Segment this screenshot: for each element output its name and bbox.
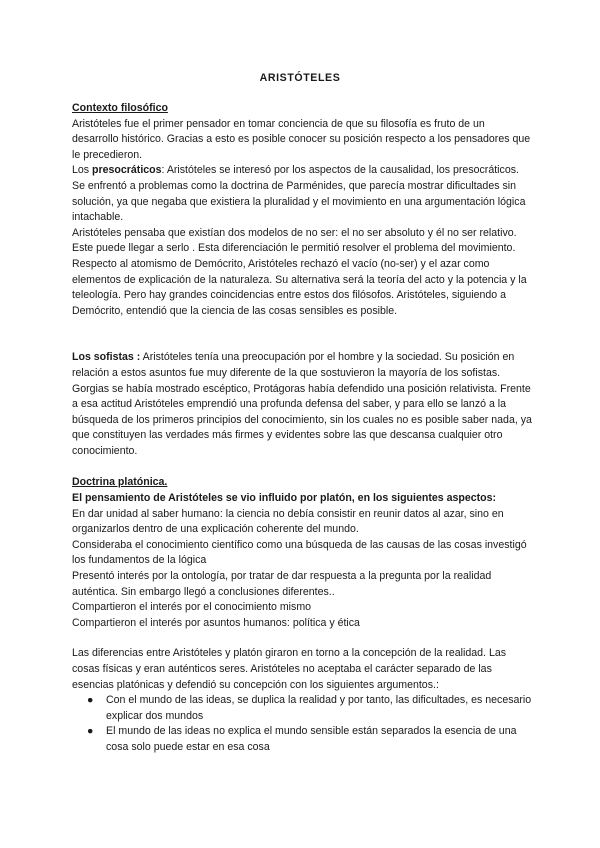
list-item-text: Con el mundo de las ideas, se duplica la realidad y por tanto, las dificultades, es necesario explicar dos mundos: [106, 694, 532, 722]
spacer: [72, 459, 532, 475]
spacer: [72, 631, 532, 646]
influence-line: Presentó interés por la ontología, por tratar de dar respuesta a la pregunta por la realidad auténtica. Sin embargo llegó a conclusiones diferentes..: [72, 570, 492, 598]
section-subheading: El pensamiento de Aristóteles se vio influido por platón, en los siguientes aspectos:: [72, 492, 497, 505]
paragraph-text: : Aristóteles se interesó por los aspectos de la causalidad, los presocráticos. Se enfrentó a problemas como la doctrina de Parménides, que parecía mostrar dificultades sin solución, ya que negaba que existiera la pluralidad y el movimiento en una argumentación lógica intachable.: [72, 164, 526, 224]
paragraph-presocraticos: [72, 163, 532, 225]
section-heading-doctrina: Doctrina platónica.: [72, 476, 168, 489]
influence-line: En dar unidad al saber humano: la ciencia no debía consistir en reunir datos al azar, sino en organizarlos dentro de una explicación coherente del mundo.: [72, 507, 504, 536]
paragraph-sofistas: [72, 350, 532, 459]
list-item: [87, 724, 532, 755]
bullet-icon: ●: [87, 725, 94, 738]
influence-line: Consideraba el conocimiento científico como una búsqueda de las causas de las cosas investigó los fundamentos de la lógica: [72, 538, 527, 567]
paragraph-text: Aristóteles tenía una preocupación por el hombre y la sociedad. Su posición en relación a estos asuntos fue muy diferente de la que sostuvieron la mayoría de los sofistas. Gorgias se había mostrado escéptico, Protágoras había defendido una posición relativista. Frente a esa actitud Aristóteles emprendió una profunda defensa del saber, y para ello se lanzó a la búsqueda de los primeros principios del conocimiento, sin los cuales no es posible saber nada, ya que constituyen las verdades más firmes y evidentes sobre las que descansa cualquier otro conocimiento.: [72, 351, 532, 457]
paragraph: Respecto al atomismo de Demócrito, Aristóteles rechazó el vacío (no-ser) y el azar como elementos de explicación de la naturaleza. Su alternativa será la teoría del acto y la potencia y la teleología. Pero hay grandes coincidencias entre estos dos filósofos. Aristóteles, siguiendo a Demócrito, entendió que la ciencia de las cosas sensibles es posible.: [72, 257, 527, 317]
argument-list: [72, 693, 532, 755]
document-body: [72, 101, 532, 756]
paragraph: Aristóteles pensaba que existían dos modelos de no ser: el no ser absoluto y él no ser relativo. Este puede llegar a serlo . Esta diferenciación le permitió resolver el problema del movimiento.: [72, 226, 517, 255]
list-item: [87, 693, 532, 724]
paragraph: Aristóteles fue el primer pensador en tomar conciencia de que su filosofía es fruto de un desarrollo histórico. Gracias a esto es posible conocer su posición respecto a los pensadores que le precedieron.: [72, 117, 531, 161]
bold-term-presocraticos: presocráticos: [92, 164, 162, 177]
influence-line: Compartieron el interés por el conocimiento mismo: [72, 601, 312, 614]
list-item-text: El mundo de las ideas no explica el mundo sensible están separados la esencia de una cosa solo puede estar en esa cosa: [106, 725, 517, 753]
document-title: ARISTÓTELES: [259, 72, 341, 84]
spacer: [72, 319, 532, 350]
bullet-icon: ●: [87, 694, 94, 707]
influence-line: Compartieron el interés por asuntos humanos: política y ética: [72, 616, 360, 629]
paragraph-diferencias: Las diferencias entre Aristóteles y platón giraron en torno a la concepción de la realidad. Las cosas físicas y eran auténticos seres. Aristóteles no aceptaba el carácter separado de las esencias platónicas y defendió su concepción con los siguientes argumentos.:: [72, 647, 507, 691]
section-heading-contexto: Contexto filosófico: [72, 102, 168, 114]
bold-term-sofistas: Los sofistas :: [72, 351, 141, 364]
paragraph-prefix: Los: [72, 164, 93, 177]
